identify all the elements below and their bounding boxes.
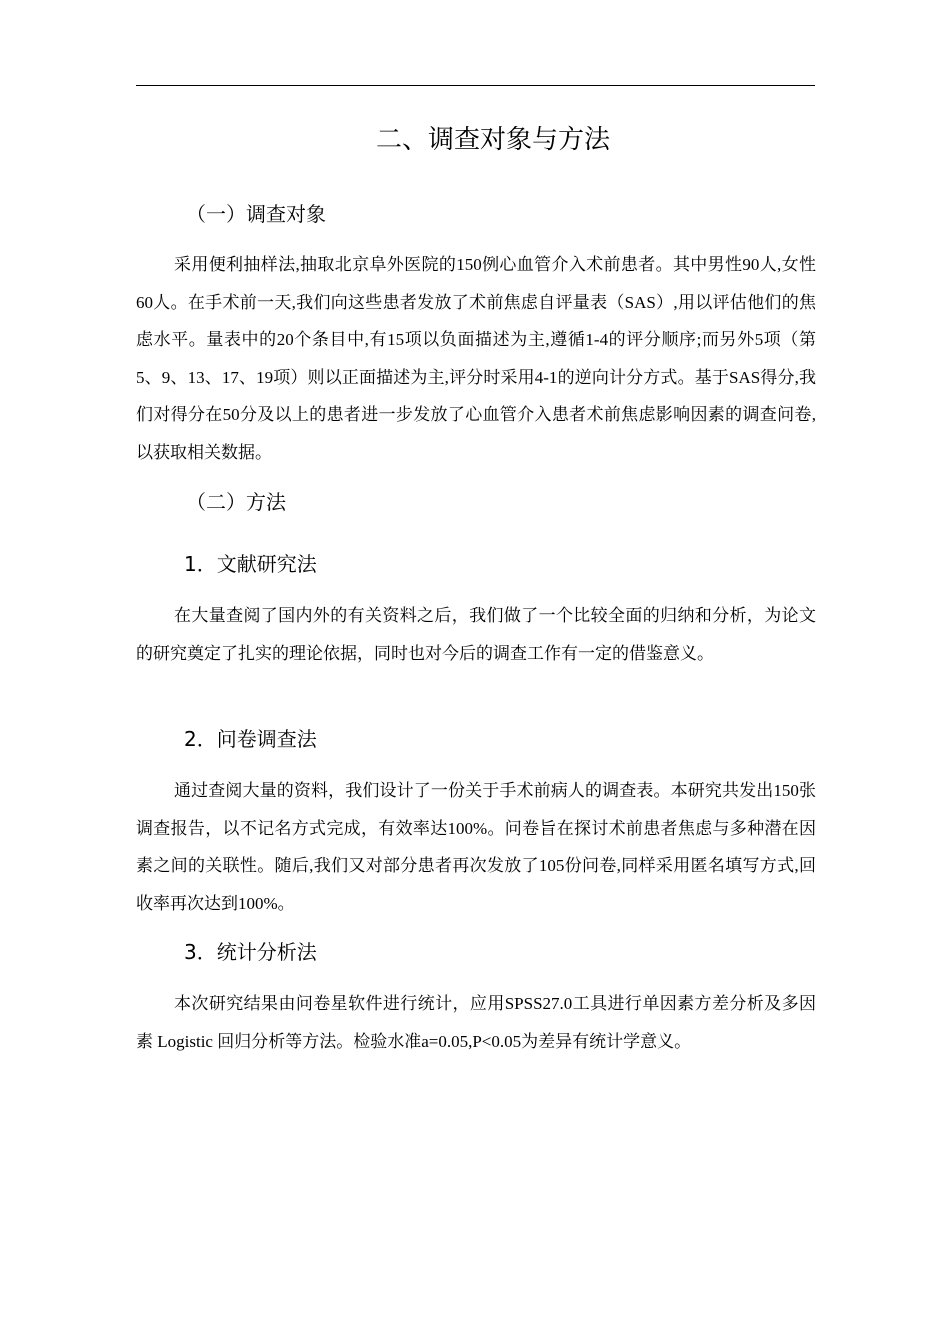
subjects-paragraph: 采用便利抽样法,抽取北京阜外医院的150例心血管介入术前患者。其中男性90人,女性60人。在手术前一天,我们向这些患者发放了术前焦虑自评量表（SAS）,用以评估他们的焦虑水平。量表中的20个条目中,有15项以负面描述为主,遵循1-4的评分顺序;而另外5项（第5、9、13、17、19项）则以正面描述为主,评分时采用4-1的逆向计分方式。基于SAS得分,我们对得分在50分及以上的患者进一步发放了心血管介入患者术前焦虑影响因素的调查问卷,以获取相关数据。 [136,255,816,462]
subsection-heading-literature: 1．文献研究法 [184,552,317,576]
section-heading-subjects: （一）调查对象 [186,202,326,226]
section-heading-methods: （二）方法 [186,490,286,514]
subsection-heading-questionnaire: 2．问卷调查法 [184,727,317,751]
page-title: 二、调查对象与方法 [375,125,610,155]
questionnaire-paragraph: 通过查阅大量的资料，我们设计了一份关于手术前病人的调查表。本研究共发出150张调查报告，以不记名方式完成，有效率达100%。问卷旨在探讨术前患者焦虑与多种潜在因素之间的关联性。随后,我们又对部分患者再次发放了105份问卷,同样采用匿名填写方式,回收率再次达到100%。 [136,781,816,913]
subsection-heading-statistics: 3．统计分析法 [184,940,317,964]
literature-paragraph: 在大量查阅了国内外的有关资料之后，我们做了一个比较全面的归纳和分析，为论文的研究奠定了扎实的理论依据，同时也对今后的调查工作有一定的借鉴意义。 [136,606,816,663]
statistics-paragraph: 本次研究结果由问卷星软件进行统计，应用SPSS27.0工具进行单因素方差分析及多因素 Logistic 回归分析等方法。检验水准a=0.05,P<0.05为差异有统计学意义。 [136,994,816,1051]
header-rule [136,85,815,86]
